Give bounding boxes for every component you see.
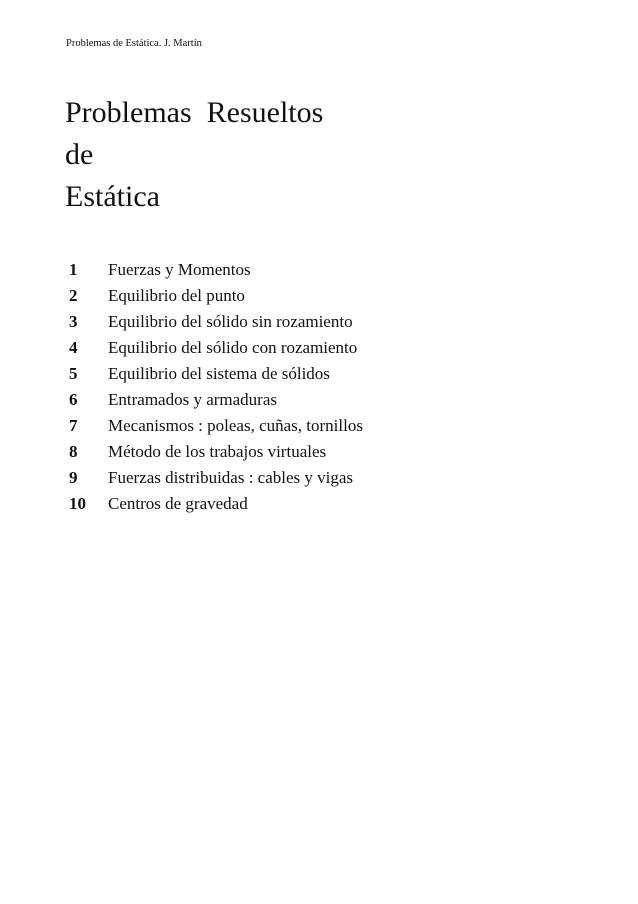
toc-item-number: 1 xyxy=(69,260,78,279)
toc-item-number: 9 xyxy=(69,468,78,487)
toc-item xyxy=(69,309,363,335)
toc-item-number: 3 xyxy=(69,312,78,331)
toc-item xyxy=(69,439,363,465)
toc-item-number: 4 xyxy=(69,338,78,357)
title-line-1: Problemas Resueltos xyxy=(65,96,324,129)
title-line-2: de xyxy=(65,138,94,171)
title-line-3: Estática xyxy=(65,180,160,213)
toc-item xyxy=(69,283,363,309)
toc-item xyxy=(69,413,363,439)
table-of-contents xyxy=(69,257,363,517)
toc-item-label: Método de los trabajos virtuales xyxy=(108,442,327,461)
toc-item-number: 6 xyxy=(69,390,78,409)
toc-item-number: 2 xyxy=(69,286,78,305)
toc-item-label: Centros de gravedad xyxy=(108,494,248,513)
toc-item-number: 5 xyxy=(69,364,78,383)
toc-item xyxy=(69,465,363,491)
toc-item-label: Fuerzas y Momentos xyxy=(108,260,251,279)
toc-item-label: Equilibrio del sólido sin rozamiento xyxy=(108,312,353,331)
toc-item-number: 10 xyxy=(69,494,86,513)
toc-item-number: 7 xyxy=(69,416,78,435)
running-header: Problemas de Estática. J. Martín xyxy=(66,38,202,49)
toc-item xyxy=(69,257,363,283)
toc-item-label: Fuerzas distribuidas : cables y vigas xyxy=(108,468,354,487)
toc-item xyxy=(69,335,363,361)
toc-item-label: Mecanismos : poleas, cuñas, tornillos xyxy=(108,416,363,435)
toc-item-label: Equilibrio del punto xyxy=(108,286,245,305)
toc-item-number: 8 xyxy=(69,442,78,461)
toc-item-label: Entramados y armaduras xyxy=(108,390,277,409)
toc-item xyxy=(69,491,363,517)
toc-item-label: Equilibrio del sistema de sólidos xyxy=(108,364,330,383)
document-title xyxy=(65,92,323,218)
toc-item xyxy=(69,387,363,413)
toc-item xyxy=(69,361,363,387)
toc-item-label: Equilibrio del sólido con rozamiento xyxy=(108,338,358,357)
